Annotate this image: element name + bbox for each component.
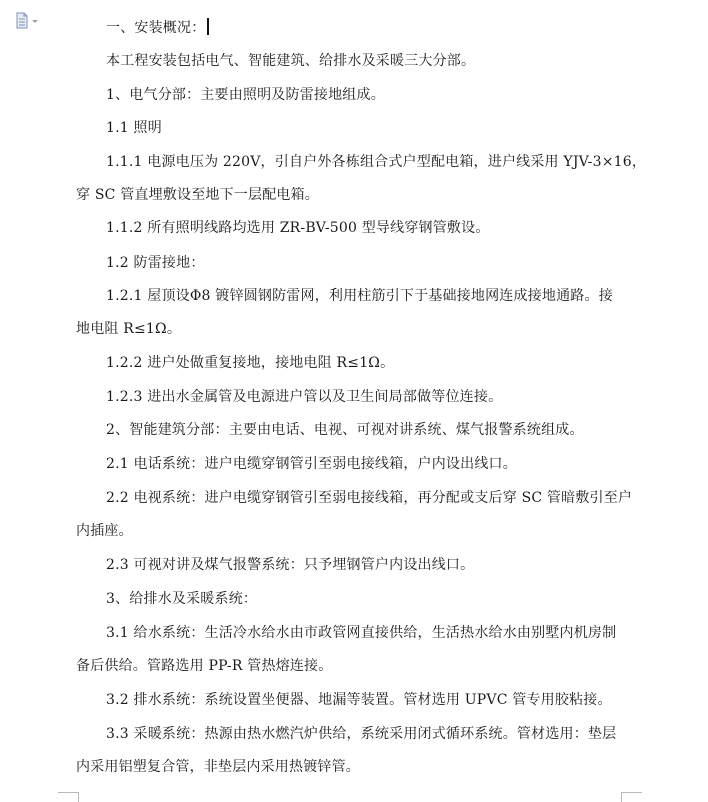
paragraph-line: 1.2.3 进出水金属管及电源进户管以及卫生间局部做等位连接。	[106, 389, 503, 405]
paragraph-line: 1.1.2 所有照明线路均选用 ZR-BV-500 型导线穿钢管敷设。	[106, 220, 490, 236]
paragraph-line: 3.2 排水系统：系统设置坐便器、地漏等装置。管材选用 UPVC 管专用胶粘接。	[106, 692, 612, 708]
paragraph-line: 3.3 采暖系统：热源由热水燃汽炉供给，系统采用闭式循环系统。管材选用：垫层	[106, 726, 617, 742]
paragraph-line: 2.2 电视系统：进户电缆穿钢管引至弱电接线箱，再分配或支后穿 SC 管暗敷引至户	[106, 490, 633, 506]
paragraph-line: 3.1 给水系统：生活冷水给水由市政管网直接供给，生活热水给水由别墅内机房制	[106, 625, 617, 641]
paragraph-line: 1.2.1 屋顶设Φ8 镀锌圆钢防雷网，利用柱筋引下于基础接地网连成接地通路。接	[106, 288, 613, 304]
paragraph-line: 1.1 照明	[106, 120, 162, 136]
paragraph-line: 2、智能建筑分部：主要由电话、电视、可视对讲系统、煤气报警系统组成。	[106, 422, 584, 438]
paragraph-line: 内采用铝塑复合管，非垫层内采用热镀锌管。	[76, 759, 360, 775]
paragraph-line: 2.1 电话系统：进户电缆穿钢管引至弱电接线箱，户内设出线口。	[106, 456, 517, 472]
section-heading[interactable]	[106, 18, 666, 37]
text-cursor	[207, 18, 209, 35]
paragraph-line: 穿 SC 管直埋敷设至地下一层配电箱。	[76, 187, 320, 203]
paragraph-line: 备后供给。管路选用 PP-R 管热熔连接。	[76, 658, 333, 674]
paragraph-line: 1.2.2 进户处做重复接地，接地电阻 R≤1Ω。	[106, 355, 395, 371]
paragraph-line: 3、给排水及采暖系统：	[106, 591, 258, 607]
paragraph-line: 地电阻 R≤1Ω。	[76, 321, 182, 337]
paragraph-line: 1.1.1 电源电压为 220V，引自户外各栋组合式户型配电箱，进户线采用 YJV-3×16，	[106, 154, 647, 170]
paragraph-line: 本工程安装包括电气、智能建筑、给排水及采暖三大分部。	[106, 53, 476, 69]
page-corner-mark-left	[58, 792, 79, 802]
heading-text: 一、安装概况：	[106, 20, 206, 36]
paragraph-line: 内插座。	[76, 523, 133, 539]
page-corner-mark-right	[621, 792, 642, 802]
paragraph-line: 2.3 可视对讲及煤气报警系统：只予埋钢管户内设出线口。	[106, 557, 475, 573]
paragraph-line: 1、电气分部：主要由照明及防雷接地组成。	[106, 87, 385, 103]
paragraph-line: 1.2 防雷接地：	[106, 255, 205, 271]
document-icon[interactable]	[15, 12, 41, 30]
